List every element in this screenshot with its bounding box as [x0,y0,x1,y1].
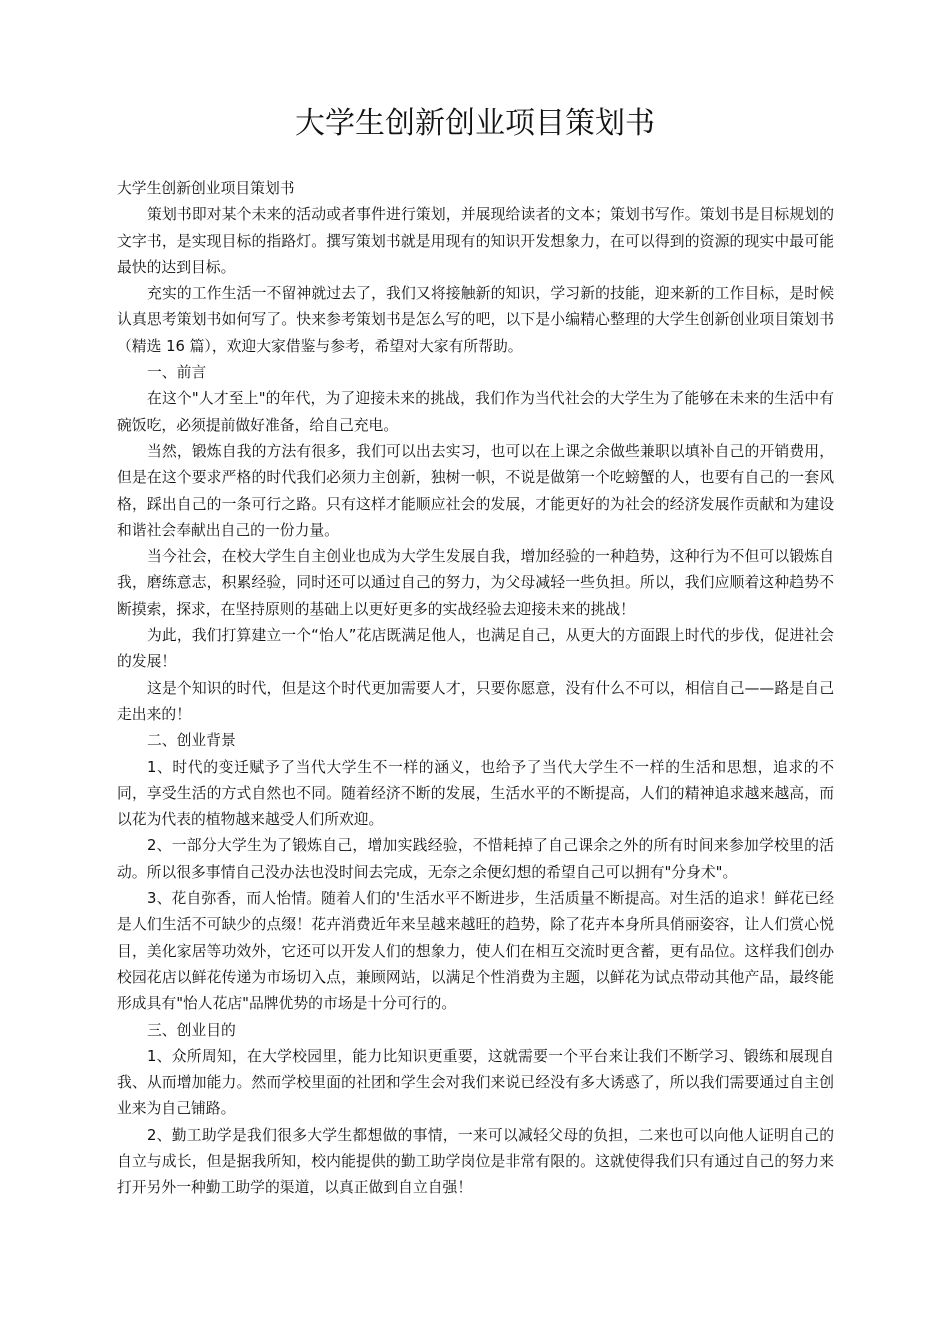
section-heading-background: 二、创业背景 [147,732,236,750]
body-paragraph: 3、花自弥香，而人怡情。随着人们的'生活水平不断进步，生活质量不断提高。对生活的追求！鲜花已经是人们生活不可缺少的点缀！花卉消费近年来呈越来越旺的趋势，除了花卉本身所具俏丽姿容，让人们赏心悦目，美化家居等功效外，它还可以开发人们的想象力，使人们在相互交流时更含蓄，更有品位。这样我们创办校园花店以鲜花传递为市场切入点，兼顾网站，以满足个性消费为主题，以鲜花为试点带动其他产品，最终能形成具有"怡人花店"品牌优势的市场是十分可行的。 [117,890,834,1013]
body-paragraph: 当今社会，在校大学生自主创业也成为大学生发展自我，增加经验的一种趋势，这种行为不但可以锻炼自我，磨练意志，积累经验，同时还可以通过自己的努力，为父母减轻一些负担。所以，我们应顺着这种趋势不断摸索，探求，在坚持原则的基础上以更好更多的实战经验去迎接未来的挑战！ [117,548,834,618]
body-paragraph: 2、一部分大学生为了锻炼自己，增加实践经验，不惜耗掉了自己课余之外的所有时间来参加学校里的活动。所以很多事情自己没办法也没时间去完成，无奈之余便幻想的希望自己可以拥有"分身术"。 [117,837,834,881]
section-heading-preface: 一、前言 [147,364,207,382]
section-heading-purpose: 三、创业目的 [147,1021,236,1039]
body-paragraph: 1、众所周知，在大学校园里，能力比知识更重要，这就需要一个平台来让我们不断学习、锻练和展现自我、从而增加能力。然而学校里面的社团和学生会对我们来说已经没有多大诱惑了，所以我们需要通过自主创业来为自己铺路。 [117,1047,834,1118]
document-body [117,176,834,1202]
body-paragraph: 在这个"人才至上"的年代，为了迎接未来的挑战，我们作为当代社会的大学生为了能够在未来的生活中有碗饭吃，必须提前做好准备，给自己充电。 [117,390,834,434]
body-paragraph: 这是个知识的时代，但是这个时代更加需要人才，只要你愿意，没有什么不可以，相信自己——路是自己走出来的！ [117,679,834,723]
document-title: 大学生创新创业项目策划书 [295,106,655,141]
body-paragraph: 策划书即对某个未来的活动或者事件进行策划，并展现给读者的文本；策划书写作。策划书是目标规划的文字书，是实现目标的指路灯。撰写策划书就是用现有的知识开发想象力，在可以得到的资源的现实中最可能最快的达到目标。 [117,206,834,276]
body-paragraph: 1、时代的变迁赋予了当代大学生不一样的涵义，也给予了当代大学生不一样的生活和思想，追求的不同，享受生活的方式自然也不同。随着经济不断的发展，生活水平的不断提高，人们的精神追求越来越高，而以花为代表的植物越来越受人们所欢迎。 [117,758,834,829]
body-paragraph: 为此，我们打算建立一个“怡人”花店既满足他人，也满足自己，从更大的方面跟上时代的步伐，促进社会的发展！ [117,627,834,671]
subtitle-paragraph: 大学生创新创业项目策划书 [117,180,295,197]
body-paragraph: 当然，锻炼自我的方法有很多，我们可以出去实习，也可以在上课之余做些兼职以填补自己的开销费用，但是在这个要求严格的时代我们必须力主创新，独树一帜，不说是做第一个吃螃蟹的人，也要有自己的一套风格，踩出自己的一条可行之路。只有这样才能顺应社会的发展，才能更好的为社会的经济发展作贡献和为建设和谐社会奉献出自己的一份力量。 [117,442,834,539]
body-paragraph: 充实的工作生活一不留神就过去了，我们又将接触新的知识，学习新的技能，迎来新的工作目标，是时候认真思考策划书如何写了。快来参考策划书是怎么写的吧，以下是小编精心整理的大学生创新创业项目策划书（精选 16 篇），欢迎大家借鉴与参考，希望对大家有所帮助。 [117,285,834,355]
body-paragraph: 2、勤工助学是我们很多大学生都想做的事情，一来可以减轻父母的负担，二来也可以向他人证明自己的自立与成长，但是据我所知，校内能提供的勤工助学岗位是非常有限的。这就使得我们只有通过自己的努力来打开另外一种勤工助学的渠道，以真正做到自立自强！ [117,1126,834,1197]
